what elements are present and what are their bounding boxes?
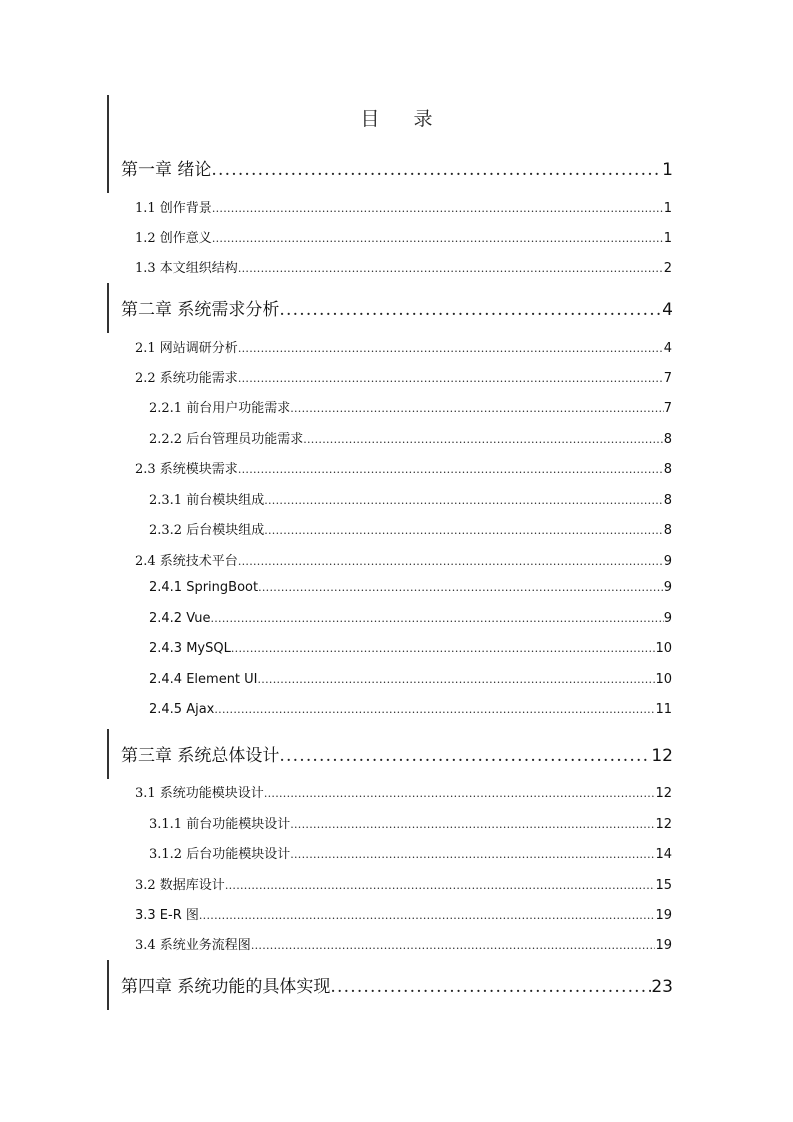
toc-entry-label: 2.3 系统模块需求 xyxy=(135,462,238,477)
toc-page-number: 8 xyxy=(663,523,672,538)
toc-entry-label: 1.2 创作意义 xyxy=(135,231,212,246)
dot-leader xyxy=(330,977,651,997)
toc-entry[interactable] xyxy=(149,813,672,832)
toc-entry-label: 2.3.1 前台模块组成 xyxy=(149,493,265,508)
toc-page-number: 23 xyxy=(651,977,673,997)
toc-page-number: 19 xyxy=(655,908,672,923)
dot-leader xyxy=(303,433,664,446)
toc-page-number: 1 xyxy=(663,231,672,246)
toc-page-number: 10 xyxy=(655,641,672,656)
toc-page-number: 8 xyxy=(663,462,672,477)
toc-entry[interactable] xyxy=(135,257,672,276)
toc-entry[interactable] xyxy=(135,458,672,477)
dot-leader xyxy=(238,342,664,355)
toc-page-number: 12 xyxy=(651,746,673,766)
toc-entry-label: 2.4.2 Vue xyxy=(149,611,211,626)
toc-entry[interactable] xyxy=(149,580,672,595)
toc-entry[interactable] xyxy=(149,428,672,447)
toc-page-number: 8 xyxy=(663,493,672,508)
toc-entry-label: 2.3.2 后台模块组成 xyxy=(149,523,265,538)
toc-entry-label: 3.3 E-R 图 xyxy=(135,908,199,923)
toc-title: 目 录 xyxy=(360,108,447,130)
dot-leader xyxy=(290,848,655,861)
dot-leader xyxy=(225,879,656,892)
toc-page-number: 7 xyxy=(663,401,672,416)
toc-page-number: 12 xyxy=(655,817,672,832)
toc-entry[interactable] xyxy=(149,672,672,687)
chapter-margin-bar xyxy=(107,95,109,193)
toc-entry-label: 1.1 创作背景 xyxy=(135,201,212,216)
chapter-margin-bar xyxy=(107,729,109,779)
toc-page-number: 7 xyxy=(663,371,672,386)
toc-page-number: 9 xyxy=(663,580,672,595)
toc-entry[interactable] xyxy=(149,702,672,717)
dot-leader xyxy=(212,202,664,215)
toc-entry[interactable] xyxy=(149,519,672,538)
toc-entry[interactable] xyxy=(149,641,672,656)
toc-entry-label: 2.2.1 前台用户功能需求 xyxy=(149,401,291,416)
toc-entry-label: 2.1 网站调研分析 xyxy=(135,341,238,356)
toc-chapter-entry[interactable] xyxy=(121,155,673,180)
toc-entry-label: 第四章 系统功能的具体实现 xyxy=(121,977,331,997)
toc-entry[interactable] xyxy=(135,367,672,386)
toc-page-number: 15 xyxy=(655,878,672,893)
dot-leader xyxy=(264,524,664,537)
toc-entry-label: 3.1 系统功能模块设计 xyxy=(135,786,264,801)
toc-page-number: 4 xyxy=(663,341,672,356)
dot-leader xyxy=(251,939,656,952)
toc-page-number: 10 xyxy=(655,672,672,687)
toc-entry[interactable] xyxy=(149,843,672,862)
toc-entry[interactable] xyxy=(135,934,672,953)
toc-page-number: 1 xyxy=(663,201,672,216)
dot-leader xyxy=(264,787,656,800)
toc-entry[interactable] xyxy=(135,337,672,356)
toc-entry-label: 2.2.2 后台管理员功能需求 xyxy=(149,432,304,447)
toc-page-number: 9 xyxy=(663,554,672,569)
toc-page-number: 9 xyxy=(663,611,672,626)
toc-entry[interactable] xyxy=(149,397,672,416)
dot-leader xyxy=(231,642,656,655)
toc-entry-label: 3.2 数据库设计 xyxy=(135,878,225,893)
dot-leader xyxy=(279,746,651,766)
dot-leader xyxy=(279,300,662,320)
dot-leader xyxy=(238,262,664,275)
toc-entry-label: 2.4.1 SpringBoot xyxy=(149,580,259,595)
dot-leader xyxy=(258,581,664,594)
dot-leader xyxy=(214,703,655,716)
toc-page-number: 14 xyxy=(655,847,672,862)
toc-page-number: 1 xyxy=(662,160,673,180)
toc-entry-label: 2.2 系统功能需求 xyxy=(135,371,238,386)
toc-entry-label: 3.4 系统业务流程图 xyxy=(135,938,251,953)
chapter-margin-bar xyxy=(107,283,109,333)
toc-chapter-entry[interactable] xyxy=(121,295,673,320)
dot-leader xyxy=(211,160,662,180)
toc-entry-label: 3.1.1 前台功能模块设计 xyxy=(149,817,291,832)
toc-page-number: 2 xyxy=(663,261,672,276)
toc-page-number: 19 xyxy=(655,938,672,953)
dot-leader xyxy=(238,463,664,476)
dot-leader xyxy=(212,232,664,245)
toc-entry-label: 2.4.3 MySQL xyxy=(149,641,231,656)
toc-entry[interactable] xyxy=(135,550,672,569)
toc-entry-label: 第三章 系统总体设计 xyxy=(121,746,280,766)
toc-entry-label: 2.4.4 Element UI xyxy=(149,672,258,687)
toc-entry-label: 1.3 本文组织结构 xyxy=(135,261,238,276)
toc-entry[interactable] xyxy=(135,874,672,893)
toc-entry-label: 2.4.5 Ajax xyxy=(149,702,215,717)
dot-leader xyxy=(199,909,656,922)
toc-entry-label: 2.4 系统技术平台 xyxy=(135,554,238,569)
toc-entry-label: 第二章 系统需求分析 xyxy=(121,300,280,320)
toc-page-number: 11 xyxy=(655,702,672,717)
toc-entry[interactable] xyxy=(135,782,672,801)
dot-leader xyxy=(258,673,656,686)
chapter-margin-bar xyxy=(107,960,109,1010)
toc-entry-label: 3.1.2 后台功能模块设计 xyxy=(149,847,291,862)
dot-leader xyxy=(290,818,655,831)
dot-leader xyxy=(290,402,664,415)
toc-entry[interactable] xyxy=(149,489,672,508)
toc-chapter-entry[interactable] xyxy=(121,972,673,997)
toc-entry-label: 第一章 绪论 xyxy=(121,160,212,180)
dot-leader xyxy=(238,555,664,568)
toc-entry[interactable] xyxy=(135,904,672,923)
dot-leader xyxy=(264,494,664,507)
toc-page-number: 12 xyxy=(655,786,672,801)
toc-entry[interactable] xyxy=(149,611,672,626)
toc-page-number: 8 xyxy=(663,432,672,447)
toc-entry[interactable] xyxy=(135,197,672,216)
toc-page-number: 4 xyxy=(662,300,673,320)
toc-entry[interactable] xyxy=(135,227,672,246)
dot-leader xyxy=(238,372,664,385)
toc-chapter-entry[interactable] xyxy=(121,741,673,766)
dot-leader xyxy=(210,612,663,625)
